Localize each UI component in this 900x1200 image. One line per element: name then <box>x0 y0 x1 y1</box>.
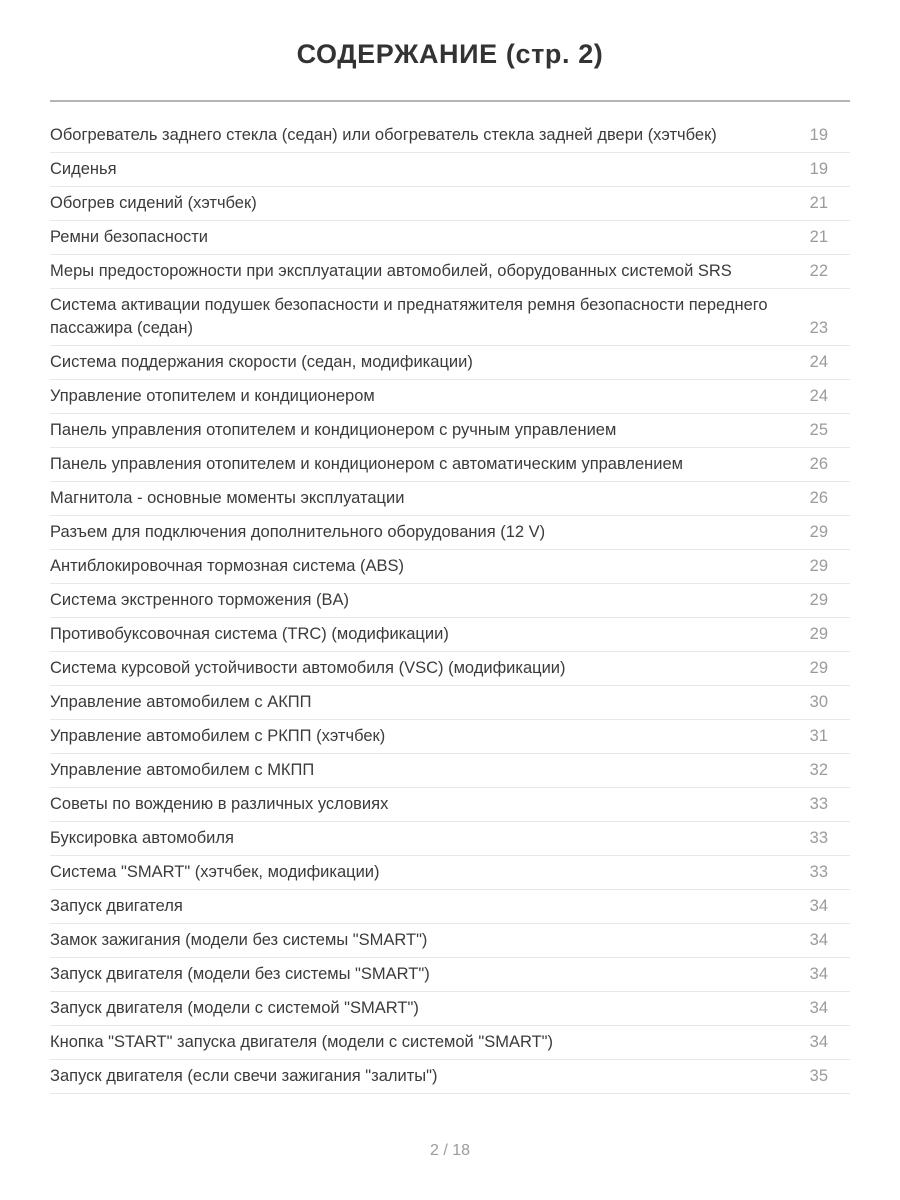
toc-entry-title: Магнитола - основные моменты эксплуатации <box>50 489 405 507</box>
toc-entry-title: Система курсовой устойчивости автомобиля (VSC) (модификации) <box>50 659 566 677</box>
toc-entry-page: 26 <box>809 489 828 507</box>
toc-entry-page: 29 <box>809 557 828 575</box>
toc-entry-page: 33 <box>809 795 828 813</box>
toc-entry-page: 29 <box>809 625 828 643</box>
toc-entry-page: 34 <box>809 931 828 949</box>
toc-row[interactable] <box>50 119 850 153</box>
toc-entry-title: Замок зажигания (модели без системы "SMART") <box>50 931 428 949</box>
toc-row[interactable] <box>50 289 850 346</box>
toc-row[interactable] <box>50 153 850 187</box>
toc-entry-title: Ремни безопасности <box>50 228 209 246</box>
toc-list <box>50 119 850 1094</box>
toc-entry-title: Управление отопителем и кондиционером <box>50 387 375 405</box>
toc-entry-page: 34 <box>809 897 828 915</box>
toc-entry-page: 33 <box>809 863 828 881</box>
toc-row[interactable] <box>50 652 850 686</box>
page-indicator: 2 / 18 <box>429 1142 471 1159</box>
toc-entry-page: 32 <box>809 761 828 779</box>
toc-entry-title: Запуск двигателя (если свечи зажигания "залиты") <box>50 1067 438 1085</box>
toc-row[interactable] <box>50 516 850 550</box>
toc-row[interactable] <box>50 255 850 289</box>
toc-row[interactable] <box>50 754 850 788</box>
toc-row[interactable] <box>50 346 850 380</box>
toc-entry-page: 25 <box>809 421 828 439</box>
toc-entry-page: 30 <box>809 693 828 711</box>
toc-entry-page: 19 <box>809 126 828 144</box>
toc-entry-title: Панель управления отопителем и кондиционером с ручным управлением <box>50 421 617 439</box>
toc-row[interactable] <box>50 584 850 618</box>
toc-row[interactable] <box>50 1026 850 1060</box>
toc-entry-page: 23 <box>809 319 828 337</box>
toc-entry-title: Управление автомобилем с МКПП <box>50 761 315 779</box>
toc-row[interactable] <box>50 1060 850 1094</box>
toc-entry-title: Кнопка "START" запуска двигателя (модели с системой "SMART") <box>50 1033 554 1051</box>
toc-row[interactable] <box>50 482 850 516</box>
page-title: СОДЕРЖАНИЕ (стр. 2) <box>296 39 604 69</box>
toc-entry-page: 24 <box>809 353 828 371</box>
toc-row[interactable] <box>50 380 850 414</box>
toc-entry-title: Запуск двигателя (модели без системы "SMART") <box>50 965 430 983</box>
toc-entry-title: Противобуксовочная система (TRC) (модификации) <box>50 625 449 643</box>
toc-entry-title: Буксировка автомобиля <box>50 829 234 847</box>
toc-row[interactable] <box>50 221 850 255</box>
toc-entry-title: Разъем для подключения дополнительного оборудования (12 V) <box>50 523 546 541</box>
toc-row[interactable] <box>50 992 850 1026</box>
toc-entry-title: Управление автомобилем с АКПП <box>50 693 312 711</box>
toc-row[interactable] <box>50 550 850 584</box>
toc-entry-title: Антиблокировочная тормозная система (ABS) <box>50 557 404 575</box>
toc-row[interactable] <box>50 720 850 754</box>
toc-entry-title: Панель управления отопителем и кондиционером с автоматическим управлением <box>50 455 684 473</box>
toc-entry-page: 31 <box>809 727 828 745</box>
toc-row[interactable] <box>50 856 850 890</box>
toc-entry-page: 34 <box>809 1033 828 1051</box>
toc-row[interactable] <box>50 686 850 720</box>
toc-entry-page: 19 <box>809 160 828 178</box>
toc-entry-page: 33 <box>809 829 828 847</box>
toc-row[interactable] <box>50 788 850 822</box>
toc-entry-title: Запуск двигателя <box>50 897 183 915</box>
toc-row[interactable] <box>50 924 850 958</box>
toc-entry-title: Советы по вождению в различных условиях <box>50 795 389 813</box>
toc-entry-title: Обогреватель заднего стекла (седан) или обогреватель стекла задней двери (хэтчбек) <box>50 126 717 144</box>
toc-entry-title: Управление автомобилем с РКПП (хэтчбек) <box>50 727 386 745</box>
toc-entry-title: Система поддержания скорости (седан, модификации) <box>50 353 473 371</box>
toc-entry-title: Система активации подушек безопасности и преднатяжителя ремня безопасности переднего пассажира (седан) <box>50 296 768 337</box>
toc-entry-page: 34 <box>809 965 828 983</box>
toc-entry-page: 22 <box>809 262 828 280</box>
toc-row[interactable] <box>50 958 850 992</box>
toc-row[interactable] <box>50 414 850 448</box>
toc-row[interactable] <box>50 822 850 856</box>
toc-entry-title: Система экстренного торможения (BA) <box>50 591 349 609</box>
toc-row[interactable] <box>50 448 850 482</box>
toc-entry-title: Обогрев сидений (хэтчбек) <box>50 194 257 212</box>
toc-entry-page: 21 <box>809 194 828 212</box>
title-divider <box>50 100 850 102</box>
toc-entry-page: 29 <box>809 591 828 609</box>
toc-entry-page: 29 <box>809 659 828 677</box>
toc-entry-page: 21 <box>809 228 828 246</box>
toc-entry-page: 34 <box>809 999 828 1017</box>
toc-row[interactable] <box>50 890 850 924</box>
toc-entry-page: 35 <box>809 1067 828 1085</box>
document-page <box>50 0 850 1160</box>
toc-entry-page: 26 <box>809 455 828 473</box>
toc-entry-title: Система "SMART" (хэтчбек, модификации) <box>50 863 380 881</box>
toc-entry-title: Сиденья <box>50 160 117 178</box>
toc-entry-title: Запуск двигателя (модели с системой "SMART") <box>50 999 419 1017</box>
toc-entry-page: 24 <box>809 387 828 405</box>
toc-entry-title: Меры предосторожности при эксплуатации автомобилей, оборудованных системой SRS <box>50 262 732 280</box>
toc-row[interactable] <box>50 187 850 221</box>
toc-entry-page: 29 <box>809 523 828 541</box>
toc-row[interactable] <box>50 618 850 652</box>
